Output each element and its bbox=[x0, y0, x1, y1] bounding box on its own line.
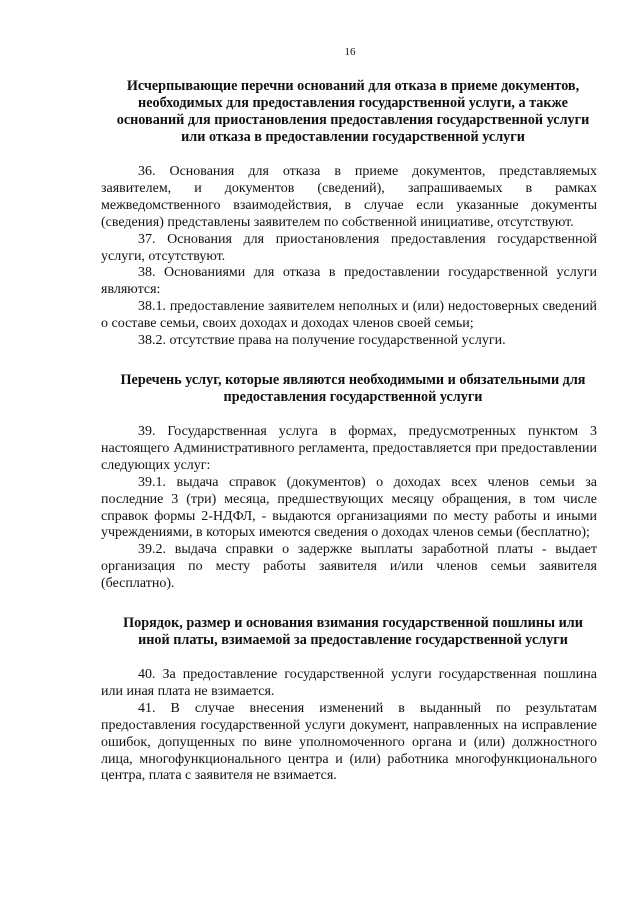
paragraph-37: 37. Основания для приостановления предоставления государственной услуги, отсутствуют. bbox=[101, 231, 597, 264]
paragraph-39-2: 39.2. выдача справки о задержке выплаты заработной платы - выдает организация по месту работы заявителя и/или членов семьи заявителя (бесплатно). bbox=[101, 542, 597, 592]
paragraph-39-1: 39.1. выдача справок (документов) о доходах всех членов семьи за последние 3 (три) месяца, предшествующих месяцу обращения, в том числе справок формы 2-НДФЛ, - выдаются организациями по месту работы и иными учреждениями, в которых имеются сведения о доходах членов семьи (бесплатно); bbox=[101, 474, 597, 541]
paragraph-41: 41. В случае внесения изменений в выданный по результатам предоставления государственной услуги документ, направленных на исправление ошибок, допущенных по вине уполномоченного органа и (или) должностного лица, многофункционального центра и (или) работника многофункционального центра, плата с заявителя не взимается. bbox=[101, 700, 597, 784]
paragraph-38-1: 38.1. предоставление заявителем неполных и (или) недостоверных сведений о составе семьи, своих доходах и доходах членов своей семьи; bbox=[101, 299, 597, 332]
section-heading-refusal-grounds: Исчерпывающие перечни оснований для отказа в приеме документов, необходимых для предоставления государственной услуги, а также оснований для приостановления предоставления государственной услуги или отказа в предоставлении государственной услуги bbox=[116, 78, 590, 145]
section-heading-required-services: Перечень услуг, которые являются необходимыми и обязательными для предоставления государственной услуги bbox=[120, 371, 586, 405]
document-body bbox=[101, 78, 597, 785]
paragraph-39: 39. Государственная услуга в формах, предусмотренных пунктом 3 настоящего Административного регламента, предоставляется при предоставлении следующих услуг: bbox=[101, 423, 597, 473]
paragraph-38-2: 38.2. отсутствие права на получение государственной услуги. bbox=[138, 333, 506, 349]
page-number: 16 bbox=[344, 46, 356, 58]
paragraph-38: 38. Основаниями для отказа в предоставлении государственной услуги являются: bbox=[101, 265, 597, 298]
paragraph-36: 36. Основания для отказа в приеме документов, представляемых заявителем, и документов (сведений), запрашиваемых в рамках межведомственного взаимодействия, в случае если указанные документы (сведения) представлены заявителем по собственной инициативе, отсутствуют. bbox=[101, 164, 597, 230]
paragraph-40: 40. За предоставление государственной услуги государственная пошлина или иная плата не взимается. bbox=[101, 667, 597, 699]
section-heading-state-fee: Порядок, размер и основания взимания государственной пошлины или иной платы, взимаемой за предоставление государственной услуги bbox=[123, 615, 583, 649]
